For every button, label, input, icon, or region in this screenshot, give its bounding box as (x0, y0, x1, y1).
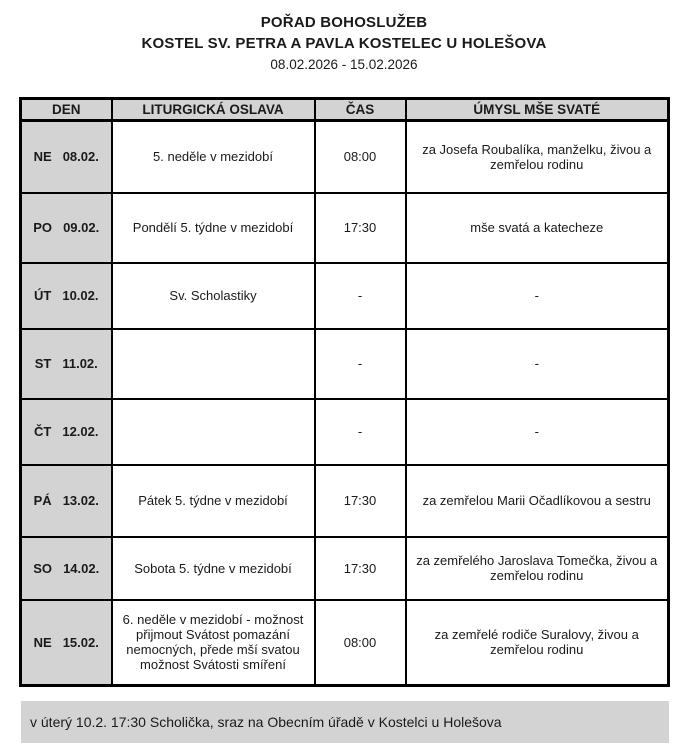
day-date: 11.02. (62, 356, 98, 371)
church-name: KOSTEL SV. PETRA A PAVLA KOSTELEC U HOLEŠOVA (141, 35, 547, 52)
page-title: POŘAD BOHOSLUŽEB (260, 14, 428, 31)
table-row (21, 193, 669, 263)
day-abbreviation: NE (33, 634, 52, 650)
day-date: 15.02. (62, 634, 99, 650)
day-cell (21, 600, 112, 686)
date-range: 08.02.2026 - 15.02.2026 (270, 57, 418, 72)
column-header-intention: ÚMYSL MŠE SVATÉ (406, 99, 669, 121)
day-cell (21, 121, 112, 193)
table-row (21, 465, 669, 537)
intention-cell: za zemřelého Jaroslava Tomečka, živou a zemřelou rodinu (406, 537, 669, 600)
intention-cell: - (406, 329, 669, 399)
day-date: 13.02. (62, 493, 99, 508)
day-cell (21, 263, 112, 329)
intention-cell: za zemřelé rodiče Suralovy, živou a zemřelou rodinu (406, 600, 669, 686)
time-cell: 17:30 (315, 537, 406, 600)
day-date: 12.02. (62, 424, 99, 439)
day-abbreviation: SO (33, 560, 53, 576)
intention-cell: za zemřelou Marii Očadlíkovou a sestru (406, 465, 669, 537)
day-abbreviation: ÚT (34, 288, 52, 303)
day-cell (21, 399, 112, 465)
day-abbreviation: PÁ (33, 493, 52, 508)
table-row (21, 600, 669, 686)
document-header (0, 0, 688, 75)
intention-cell: - (406, 399, 669, 465)
time-cell: 08:00 (315, 600, 406, 686)
celebration-cell (112, 329, 315, 399)
intention-cell: - (406, 263, 669, 329)
day-abbreviation: ST (34, 356, 52, 371)
intention-cell: za Josefa Roubalíka, manželku, živou a zemřelou rodinu (406, 121, 669, 193)
table-row (21, 263, 669, 329)
time-cell: 17:30 (315, 465, 406, 537)
day-date: 09.02. (63, 220, 100, 235)
celebration-cell: 5. neděle v mezidobí (112, 121, 315, 193)
column-header-time: ČAS (315, 99, 406, 121)
footer-note: v úterý 10.2. 17:30 Scholička, sraz na Obecním úřadě v Kostelci u Holešova (21, 701, 669, 743)
table-row (21, 537, 669, 600)
celebration-cell: 6. neděle v mezidobí - možnost přijmout Svátost pomazání nemocných, přede mší svatou možnost Svátosti smíření (112, 600, 315, 686)
time-cell: - (315, 263, 406, 329)
intention-cell: mše svatá a katecheze (406, 193, 669, 263)
table-row (21, 329, 669, 399)
day-abbreviation: ČT (34, 424, 52, 439)
day-abbreviation: PO (33, 220, 53, 235)
table-row (21, 121, 669, 193)
celebration-cell: Pondělí 5. týdne v mezidobí (112, 193, 315, 263)
celebration-cell: Sv. Scholastiky (112, 263, 315, 329)
time-cell: - (315, 329, 406, 399)
day-date: 08.02. (62, 149, 99, 165)
column-header-day: DEN (21, 99, 112, 121)
time-cell: - (315, 399, 406, 465)
day-cell (21, 193, 112, 263)
day-cell (21, 465, 112, 537)
table-row (21, 399, 669, 465)
celebration-cell: Pátek 5. týdne v mezidobí (112, 465, 315, 537)
day-abbreviation: NE (33, 149, 52, 165)
day-cell (21, 537, 112, 600)
celebration-cell: Sobota 5. týdne v mezidobí (112, 537, 315, 600)
celebration-cell (112, 399, 315, 465)
table-header-row (21, 99, 669, 121)
time-cell: 08:00 (315, 121, 406, 193)
day-date: 10.02. (62, 288, 99, 303)
day-cell (21, 329, 112, 399)
schedule-table (19, 97, 670, 687)
column-header-celebration: LITURGICKÁ OSLAVA (112, 99, 315, 121)
day-date: 14.02. (63, 560, 100, 576)
time-cell: 17:30 (315, 193, 406, 263)
schedule-body (21, 121, 669, 686)
